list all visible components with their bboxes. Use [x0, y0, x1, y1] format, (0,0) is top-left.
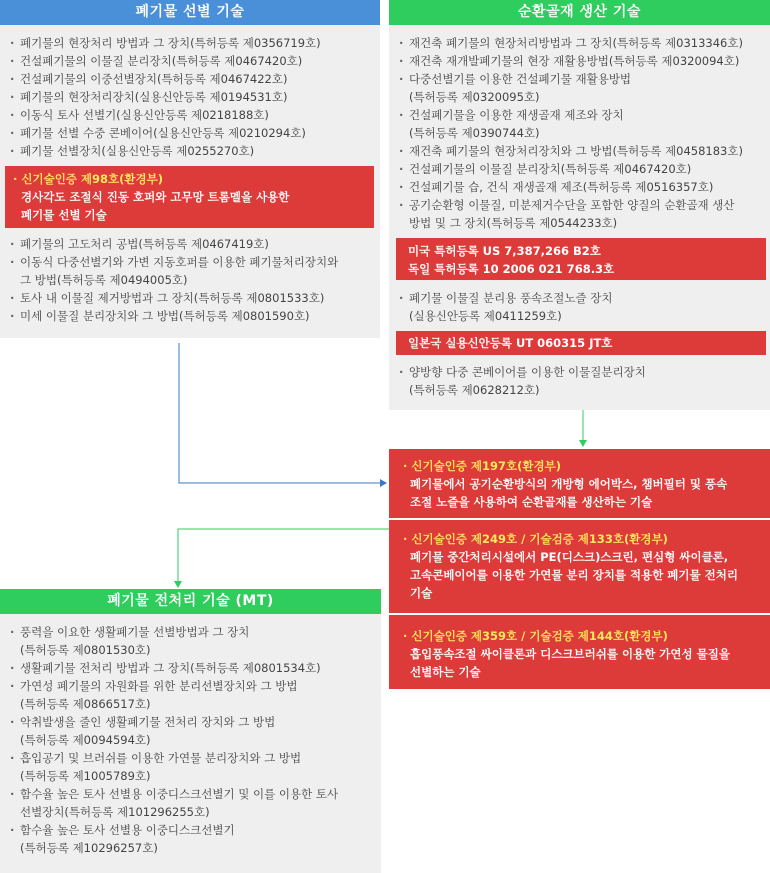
- sorting-tech-title: 폐기물 선별 기술: [0, 0, 380, 25]
- cert-249-box: [389, 520, 770, 613]
- list-item: [397, 196, 762, 232]
- list-item-text-cont: (특허등록 제0390744호): [409, 126, 540, 140]
- list-item-text: 양방향 다중 콘베이어를 이용한 이물질분리장치: [409, 365, 646, 379]
- list-item: [397, 70, 762, 106]
- list-item: · 재건축 폐기물의 현장처리장치와 그 방법(특허등록 제0458183호): [397, 142, 762, 160]
- list-item-text-cont: (특허등록 제10296257호): [20, 841, 158, 855]
- recycled-aggregate-title: 순환골재 생산 기술: [389, 0, 770, 25]
- list-item: [8, 821, 373, 857]
- pretreatment-tech-title: 폐기물 전처리 기술 (MT): [0, 589, 381, 614]
- list-item: [397, 363, 762, 399]
- green-arrowhead-bottom: [174, 581, 182, 588]
- list-item-text: 다중선별기를 이용한 건설폐기물 재활용방법: [409, 72, 632, 86]
- sorting-tech-patent-list-2: [0, 235, 380, 325]
- list-item: · 폐기물의 고도처리 공법(특허등록 제0467419호): [8, 235, 372, 253]
- green-arrowhead-top: [579, 440, 587, 447]
- blue-arrowhead: [380, 479, 387, 487]
- list-item: · 폐기물의 현장처리 방법과 그 장치(특허등록 제0356719호): [8, 34, 372, 52]
- cert-197-desc-line1: 폐기물에서 공기순환방식의 개방형 에어박스, 챔버필터 및 풍속: [410, 477, 728, 491]
- cert-98-desc-line1: 경사각도 조절식 진동 호퍼와 고무망 트롬멜을 사용한: [21, 190, 290, 204]
- list-item: · 재건축 폐기물의 현장처리방법과 그 장치(특허등록 제0313346호): [397, 34, 762, 52]
- list-item-text-cont: 방법 및 그 장치(특허등록 제0544233호): [409, 216, 618, 230]
- list-item-text: 흡입공기 및 브러쉬를 이용한 가연물 분리장치와 그 방법: [20, 751, 302, 765]
- us-patent-label: 미국 특허등록 US 7,387,266 B2호: [408, 244, 601, 258]
- list-item-text-cont: (특허등록 제0801530호): [20, 643, 151, 657]
- cert-359-box: [389, 615, 770, 689]
- cert-359-desc-line2: 선별하는 기술: [410, 665, 481, 679]
- list-item-text-cont: (특허등록 제1005789호): [20, 769, 151, 783]
- list-item-text-cont: 선별장치(특허등록 제101296255호): [20, 805, 210, 819]
- list-item-text: 이동식 다중선별기와 가변 지동호퍼를 이용한 폐기물처리장치와: [20, 255, 339, 269]
- list-item: [8, 749, 373, 785]
- cert-197-box: [389, 449, 770, 518]
- list-item-text-cont: (특허등록 제0628212호): [409, 383, 540, 397]
- list-item: · 폐기물의 현장처리장치(실용신안등록 제0194531호): [8, 88, 372, 106]
- cert-249-desc-line3: 기술: [410, 586, 433, 600]
- cert-197-label: · 신기술인증 제197호(환경부): [403, 457, 762, 475]
- foreign-patent-box: [396, 238, 766, 280]
- list-item-text-cont: 그 방법(특허등록 제0494005호): [20, 273, 188, 287]
- list-item: [8, 713, 373, 749]
- jp-patent-label: 일본국 실용신안등록 UT 060315 JT호: [408, 336, 613, 350]
- blue-connector-line: [179, 343, 380, 483]
- cert-249-desc-line2: 고속콘베이어를 이용한 가연물 분리 장치를 적용한 폐기물 전처리: [410, 568, 738, 582]
- cert-197-desc-line2: 조절 노즐을 사용하여 순환골재를 생산하는 기술: [410, 495, 653, 509]
- list-item: [397, 289, 762, 325]
- list-item-text: 악취발생을 줄인 생활폐기물 전처리 장치와 그 방법: [20, 715, 276, 729]
- list-item: [8, 253, 372, 289]
- list-item-text-cont: (특허등록 제0094594호): [20, 733, 151, 747]
- list-item: · 건설폐기물의 이물질 분리장치(특허등록 제0467420호): [397, 160, 762, 178]
- list-item-text: 가연성 폐기물의 자원화를 위한 분리선별장치와 그 방법: [20, 679, 298, 693]
- pretreatment-tech-patent-list: [0, 614, 381, 857]
- list-item-text: 풍력을 이요한 생활폐기물 선별방법과 그 장치: [20, 625, 250, 639]
- list-item: [8, 623, 373, 659]
- list-item: · 토사 내 이물질 제거방법과 그 장치(특허등록 제0801533호): [8, 289, 372, 307]
- sorting-tech-patent-list: [0, 25, 380, 160]
- cert-359-desc-line1: 흡입풍속조절 싸이클론과 디스크브러쉬를 이용한 가연성 물질을: [410, 647, 730, 661]
- list-item-text: 공기순환형 이물질, 미분제거수단을 포함한 양질의 순환골재 생산: [409, 198, 735, 212]
- list-item: · 생활폐기물 전처리 방법과 그 장치(특허등록 제0801534호): [8, 659, 373, 677]
- list-item: [8, 785, 373, 821]
- cert-98-label: · 신기술인증 제98호(환경부): [13, 170, 366, 188]
- recycled-aggregate-list-last: [389, 363, 770, 399]
- list-item-text: 함수율 높은 토사 선별용 이중디스크선별기: [20, 823, 235, 837]
- list-item: [8, 677, 373, 713]
- list-item: · 건설폐기물의 이물질 분리장치(특허등록 제0467420호): [8, 52, 372, 70]
- list-item: · 재건축 재개발폐기물의 현장 재활용방법(특허등록 제0320094호): [397, 52, 762, 70]
- list-item-text-cont: (특허등록 제0320095호): [409, 90, 540, 104]
- green-connector-line-bottom: [178, 529, 389, 581]
- cert-249-desc-line1: 폐기물 중간처리시설에서 PE(디스크)스크린, 편심형 싸이클론,: [410, 550, 729, 564]
- cert-359-label: · 신기술인증 제359호 / 기술검증 제144호(환경부): [403, 627, 762, 645]
- japan-patent-box: [396, 331, 766, 355]
- cert-98-desc-line2: 폐기물 선별 기술: [21, 208, 107, 222]
- list-item: [397, 106, 762, 142]
- pretreatment-tech-panel: [0, 589, 381, 873]
- cert-249-label: · 신기술인증 제249호 / 기술검증 제133호(환경부): [403, 530, 762, 548]
- list-item: · 건설폐기물 습, 건식 재생골재 제조(특허등록 제0516357호): [397, 178, 762, 196]
- recycled-aggregate-patent-list: [389, 25, 770, 232]
- list-item: · 이동식 토사 선별기(실용신안등록 제0218188호): [8, 106, 372, 124]
- list-item-text: 건설폐기물을 이용한 재생골재 제조와 장치: [409, 108, 624, 122]
- cert-98-box: [5, 166, 374, 228]
- list-item-text: 폐기물 이물질 분리용 풍속조절노즐 장치: [409, 291, 613, 305]
- list-item: · 건설폐기물의 이중선별장치(특허등록 제0467422호): [8, 70, 372, 88]
- list-item: · 폐기물 선별장치(실용신안등록 제0255270호): [8, 142, 372, 160]
- recycled-aggregate-list-mid: [389, 289, 770, 325]
- list-item: · 미세 이물질 분리장치와 그 방법(특허등록 제0801590호): [8, 307, 372, 325]
- list-item-text-cont: (특허등록 제0866517호): [20, 697, 151, 711]
- de-patent-label: 독일 특허등록 10 2006 021 768.3호: [408, 262, 615, 276]
- list-item-text-cont: (실용신안등록 제0411259호): [409, 309, 562, 323]
- list-item-text: 함수율 높은 토사 선별용 이중디스크선별기 및 이를 이용한 토사: [20, 787, 339, 801]
- list-item: · 폐기물 선별 수중 콘베이어(실용신안등록 제0210294호): [8, 124, 372, 142]
